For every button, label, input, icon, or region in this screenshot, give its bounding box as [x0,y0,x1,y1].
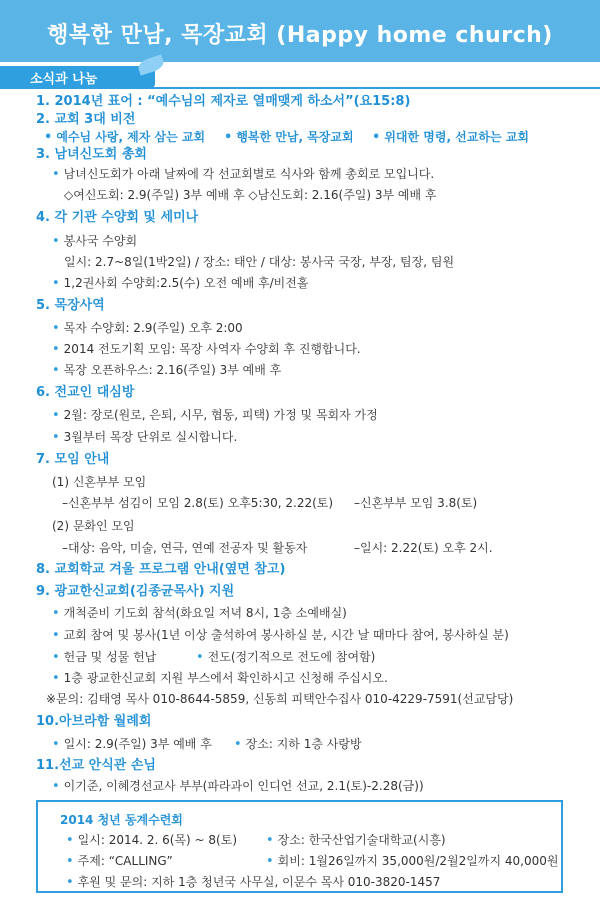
bullet-icon: • [66,833,74,848]
page-header [0,0,600,62]
item-10-heading: 10.아브라함 월례회 [36,714,152,729]
bullet-icon: • [44,130,53,145]
item-7-d2: –일시: 2.22(토) 오후 2시. [354,541,493,555]
item-1-heading: 1. 2014년 표어 : “예수님의 제자로 열매맺게 하소서”(요15:8) [36,94,411,109]
bullet-icon: • [66,875,74,890]
item-10-b: • 장소: 지하 1층 사랑방 [234,737,362,752]
section-tab-label: 소식과 나눔 [30,72,98,87]
bullet-icon: • [52,737,60,752]
item-5-c: • 목장 오픈하우스: 2.16(주일) 3부 예배 후 [52,363,282,378]
item-7-a: (1) 신혼부부 모임 [52,475,147,489]
bullet-icon: • [52,606,60,621]
youth-retreat-title: 2014 청년 동계수련회 [60,813,183,827]
item-7-heading: 7. 모임 안내 [36,452,110,467]
item-4-c: • 1,2권사회 수양회:2.5(수) 오전 예배 후/비전홀 [52,276,309,291]
section-tab [0,66,155,88]
bullet-icon: • [52,650,60,665]
bullet-icon: • [52,276,60,291]
item-9-contact: ※문의: 김태영 목사 010-8644-5859, 신동희 피택안수집사 010-4229-7591(선교담당) [46,692,514,706]
item-8-heading: 8. 교회학교 겨울 프로그램 안내(옆면 참고) [36,562,286,577]
bullet-icon: • [52,408,60,423]
bullet-icon: • [52,342,60,357]
section-divider [0,87,600,89]
bullet-icon: • [66,854,74,869]
vision-2: • 행복한 만남, 목장교회 [224,130,354,145]
retreat-fee: • 회비: 1월26일까지 35,000원/2월2일까지 40,000원 [266,854,559,869]
bullet-icon: • [266,854,274,869]
item-6-b: • 3월부터 목장 단위로 실시합니다. [52,430,238,445]
bullet-icon: • [266,833,274,848]
item-7-b2: –신혼부부 모임 3.8(토) [354,496,478,510]
item-9-heading: 9. 광교한신교회(김종균목사) 지원 [36,584,235,599]
retreat-contact: • 후원 및 문의: 지하 1층 청년국 사무실, 이문수 목사 010-3820-1457 [66,875,441,890]
item-11-a: • 이기준, 이혜경선교사 부부(파라과이 인디언 선교, 2.1(토)-2.28(금)) [52,779,424,794]
bullet-icon: • [52,430,60,445]
retreat-date: • 일시: 2014. 2. 6(목) ~ 8(토) [66,833,238,848]
bullet-icon: • [196,650,204,665]
item-4-b: 일시: 2.7~8일(1박2일) / 장소: 태안 / 대상: 봉사국 국장, 부장, 팀장, 팀원 [64,255,455,269]
bullet-icon: • [224,130,233,145]
item-5-b: • 2014 전도기획 모임: 목장 사역자 수양회 후 진행합니다. [52,342,361,357]
item-7-d: –대상: 음악, 미술, 연극, 연예 전공자 및 활동자 [62,541,308,555]
vision-1: • 예수님 사랑, 제자 삼는 교회 [44,130,206,145]
bullet-icon: • [372,130,381,145]
bullet-icon: • [52,234,60,249]
item-7-c: (2) 문화인 모임 [52,519,135,533]
item-6-a: • 2월: 장로(원로, 은퇴, 시무, 협동, 피택) 가정 및 목회자 가정 [52,408,378,423]
item-9-b: • 교회 참여 및 봉사(1년 이상 출석하여 봉사하실 분, 시간 날 때마다 참여, 봉사하실 분) [52,628,509,643]
vision-3: • 위대한 명령, 선교하는 교회 [372,130,529,145]
item-5-heading: 5. 목장사역 [36,298,105,313]
bullet-icon: • [52,779,60,794]
item-9-c: • 헌금 및 성물 헌납 [52,650,157,665]
bullet-icon: • [52,167,60,182]
item-6-heading: 6. 전교인 대심방 [36,385,135,400]
item-10-a: • 일시: 2.9(주일) 3부 예배 후 [52,737,212,752]
item-3-dates: ◇여신도회: 2.9(주일) 3부 예배 후 ◇남신도회: 2.16(주일) 3부 예배 후 [64,188,437,202]
item-3-heading: 3. 남녀신도회 총회 [36,147,147,162]
bullet-icon: • [52,628,60,643]
item-9-a: • 개척준비 기도회 참석(화요일 저녁 8시, 1층 소예배실) [52,606,347,621]
item-7-b: –신혼부부 섬김이 모임 2.8(토) 오후5:30, 2.22(토) [62,496,334,510]
bullet-icon: • [52,671,60,686]
item-4-heading: 4. 각 기관 수양회 및 세미나 [36,210,199,225]
item-5-a: • 목자 수양회: 2.9(주일) 오후 2:00 [52,321,243,336]
bullet-icon: • [52,363,60,378]
item-2-heading: 2. 교회 3대 비전 [36,112,136,127]
item-9-c2: • 전도(정기적으로 전도에 참여함) [196,650,376,665]
bullet-icon: • [234,737,242,752]
item-3-text: • 남녀신도회가 아래 날짜에 각 선교회별로 식사와 함께 총회로 모입니다. [52,167,435,182]
page-title: 행복한 만남, 목장교회 (Happy home church) [47,23,553,48]
item-9-d: • 1층 광교한신교회 지원 부스에서 확인하시고 신청해 주십시오. [52,671,388,686]
youth-retreat-box [36,800,563,893]
bullet-icon: • [52,321,60,336]
retreat-place: • 장소: 한국산업기술대학교(시흥) [266,833,446,848]
item-11-heading: 11.선교 안식관 손님 [36,758,156,773]
retreat-theme: • 주제: “CALLING” [66,854,173,869]
item-4-a: • 봉사국 수양회 [52,234,138,249]
